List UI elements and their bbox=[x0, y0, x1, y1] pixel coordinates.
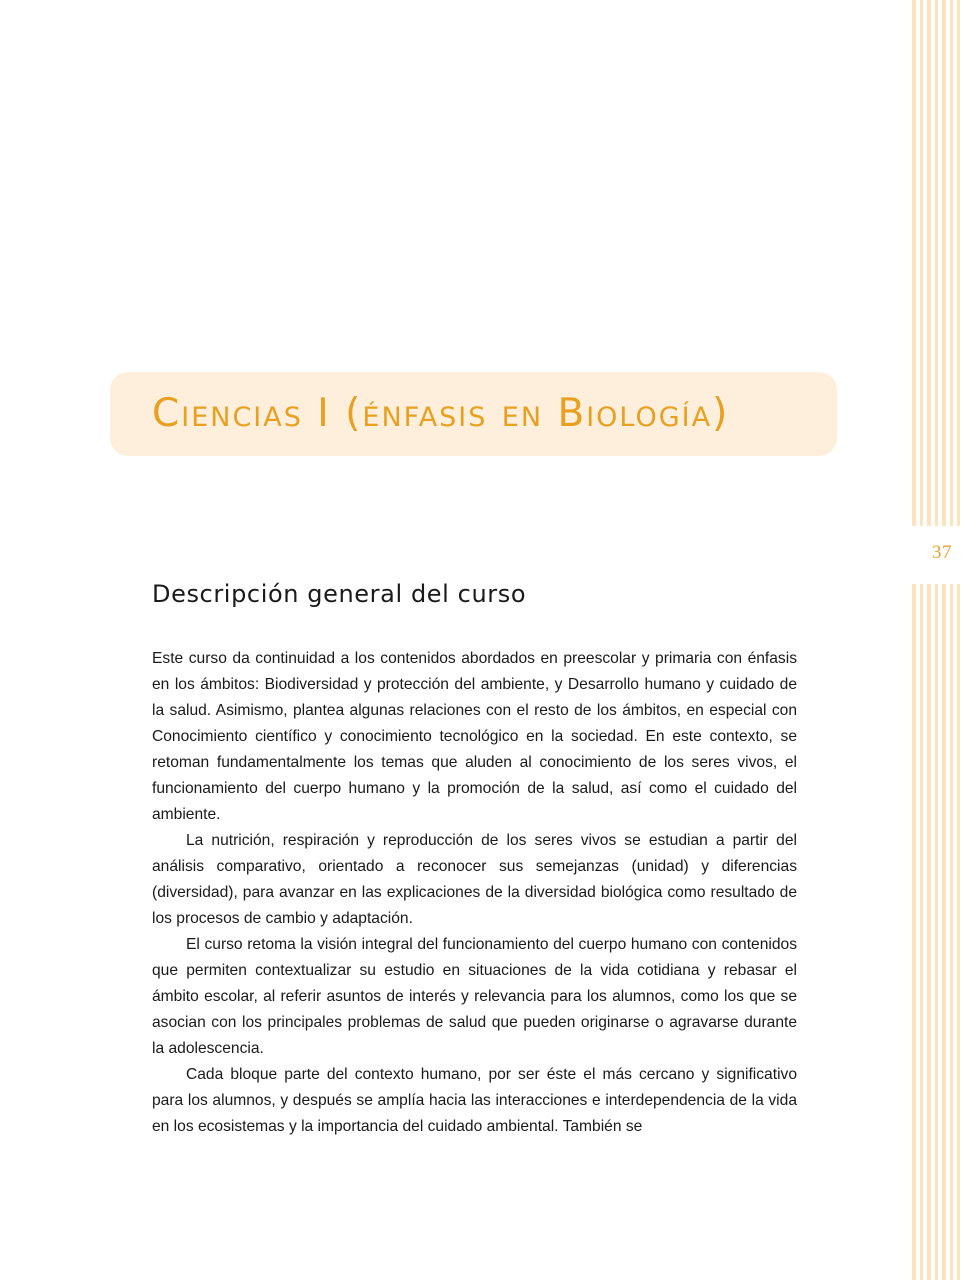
body-text bbox=[152, 646, 797, 1140]
page-number: 37 bbox=[932, 542, 952, 563]
chapter-title: Ciencias I (énfasis en Biología) bbox=[152, 391, 730, 436]
paragraph: Este curso da continuidad a los contenidos abordados en preescolar y primaria con énfasis en los ámbitos: Biodiversidad y protección del ambiente, y Desarrollo humano y cuidado de la salud. Asimismo, plantea algunas relaciones con el resto de los ámbitos, en especial con Conocimiento científico y conocimiento tecnológico en la sociedad. En este contexto, se retoman fundamentalmente los temas que aluden al conocimiento de los seres vivos, el funcionamiento del cuerpo humano y la promoción de la salud, así como el cuidado del ambiente. bbox=[152, 650, 797, 823]
decorative-side-stripes bbox=[912, 0, 972, 1280]
paragraph: Cada bloque parte del contexto humano, por ser éste el más cercano y significativo para los alumnos, y después se amplía hacia las interacciones e interdependencia de la vida en los ecosistemas y la importancia del cuidado ambiental. También se bbox=[152, 1066, 797, 1135]
section-heading: Descripción general del curso bbox=[152, 580, 527, 608]
paragraph: La nutrición, respiración y reproducción de los seres vivos se estudian a partir del análisis comparativo, orientado a reconocer sus semejanzas (unidad) y diferencias (diversidad), para avanzar en las explicaciones de la diversidad biológica como resultado de los procesos de cambio y adaptación. bbox=[152, 832, 797, 927]
title-band bbox=[110, 372, 837, 456]
paragraph: El curso retoma la visión integral del funcionamiento del cuerpo humano con contenidos que permiten contextualizar su estudio en situaciones de la vida cotidiana y rebasar el ámbito escolar, al referir asuntos de interés y relevancia para los alumnos, como los que se asocian con los principales problemas de salud que pueden originarse o agravarse durante la adolescencia. bbox=[152, 936, 797, 1057]
